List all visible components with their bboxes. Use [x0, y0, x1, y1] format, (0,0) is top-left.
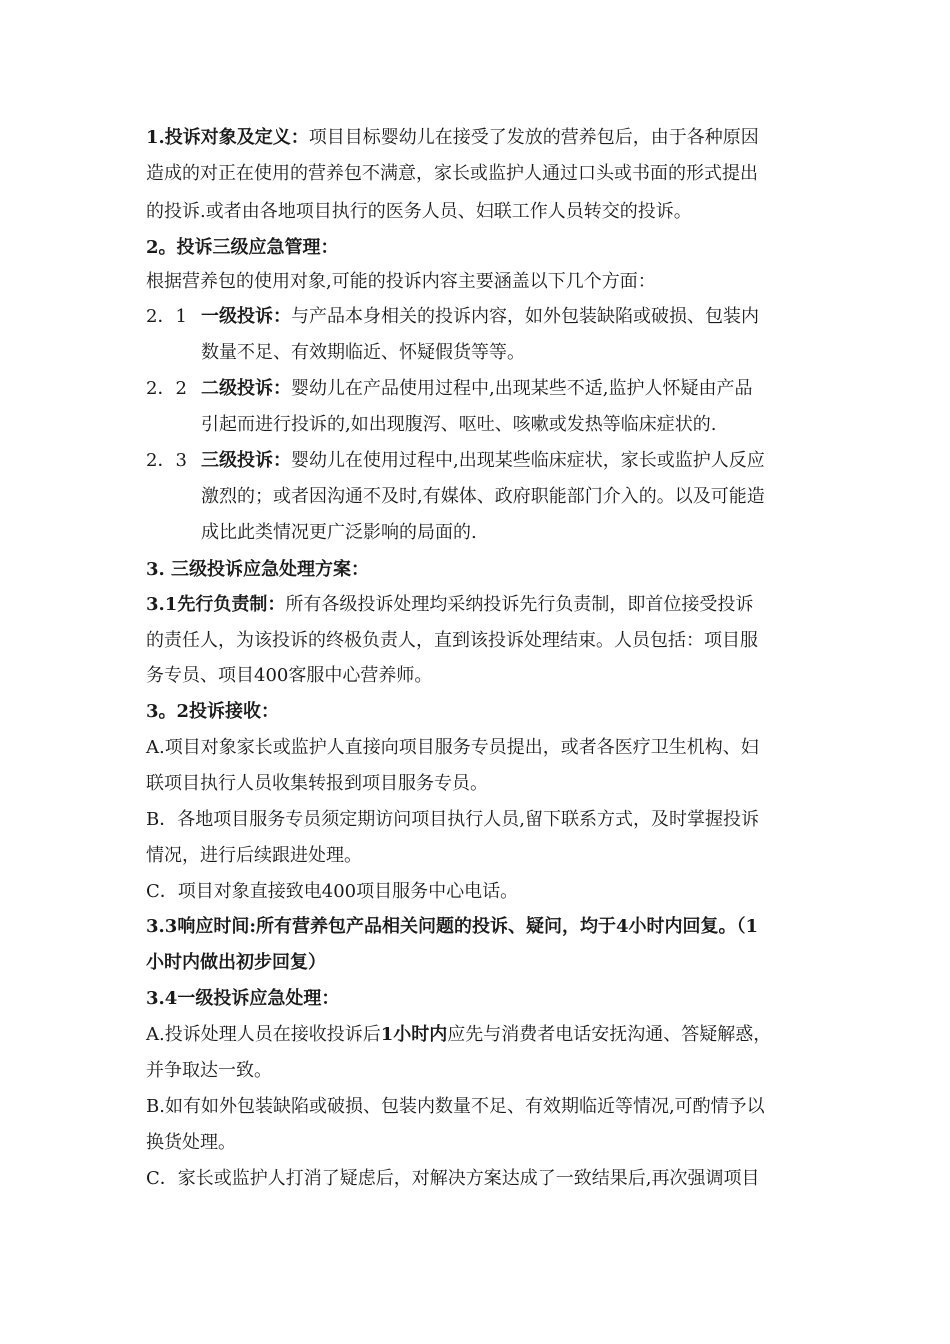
- s1-line-2: 造成的对正在使用的营养包不满意，家长或监护人通过口头或书面的形式提出: [146, 163, 758, 184]
- p32-title: 3。2投诉接收：: [146, 701, 280, 722]
- s2-item-2-cont: 引起而进行投诉的,如出现腹泻、呕吐、咳嗽或发热等临床症状的.: [201, 414, 717, 435]
- item-number: 2．3: [146, 450, 187, 471]
- p34-b-line-2: 换货处理。: [146, 1132, 236, 1153]
- p32-a-line-2: 联项目执行人员收集转报到项目服务专员。: [146, 773, 488, 794]
- item-number: 2．2: [146, 378, 187, 399]
- p34-a-bold: 1小时内: [380, 1024, 448, 1045]
- p34-a-line-2: 并争取达一致。: [146, 1060, 272, 1081]
- p34-a-post: 应先与消费者电话安抚沟通、答疑解惑，: [447, 1024, 772, 1045]
- item-title: 三级投诉：: [201, 450, 291, 471]
- p31-line-3: 务专员、项目400客服中心营养师。: [146, 665, 433, 686]
- item-title: 一级投诉：: [201, 306, 291, 327]
- p34-b-line-1: B.如有如外包装缺陷或破损、包装内数量不足、有效期临近等情况,可酌情予以: [146, 1096, 765, 1117]
- s1-line-1: [146, 126, 759, 150]
- s2-item-3-cont-2: 成比此类情况更广泛影响的局面的.: [201, 522, 477, 543]
- p33-line-2: 小时内做出初步回复）: [146, 952, 326, 973]
- s2-item-1-cont: 数量不足、有效期临近、怀疑假货等等。: [201, 342, 525, 363]
- item-title: 二级投诉：: [201, 378, 291, 399]
- s2-intro: 根据营养包的使用对象,可能的投诉内容主要涵盖以下几个方面：: [146, 271, 656, 292]
- p31-line-2: 的责任人，为该投诉的终极负责人，直到该投诉处理结束。人员包括：项目服: [146, 630, 758, 651]
- p32-c-line-1: C．项目对象直接致电400项目服务中心电话。: [146, 881, 519, 902]
- item-number: 2．1: [146, 306, 187, 327]
- p33-line-1: 3.3响应时间:所有营养包产品相关问题的投诉、疑问，均于4小时内回复。（1: [146, 916, 759, 937]
- s1-text: 项目目标婴幼儿在接受了发放的营养包后，由于各种原因: [308, 127, 759, 148]
- p34-title: 3.4一级投诉应急处理：: [146, 988, 340, 1009]
- s1-line-3: 的投诉.或者由各地项目执行的医务人员、妇联工作人员转交的投诉。: [146, 201, 692, 222]
- item-text: 婴幼儿在产品使用过程中,出现某些不适,监护人怀疑由产品: [291, 378, 753, 399]
- p34-a-pre: A.投诉处理人员在接收投诉后: [146, 1024, 381, 1045]
- p32-b-line-1: B．各地项目服务专员须定期访问项目执行人员,留下联系方式，及时掌握投诉: [146, 809, 759, 830]
- p31-text: 所有各级投诉处理均采纳投诉先行负责制，即首位接受投诉: [285, 594, 754, 615]
- item-text: 与产品本身相关的投诉内容，如外包装缺陷或破损、包装内: [291, 306, 759, 327]
- p34-a-line-1: [146, 1023, 771, 1047]
- p31-line-1: [146, 593, 753, 617]
- p34-c-line-1: C．家长或监护人打消了疑虑后，对解决方案达成了一致结果后,再次强调项目: [146, 1168, 760, 1189]
- p32-b-line-2: 情况，进行后续跟进处理。: [146, 845, 362, 866]
- s3-heading: 3. 三级投诉应急处理方案：: [146, 559, 370, 580]
- s2-item-1: [146, 305, 759, 329]
- s1-heading: 1.投诉对象及定义：: [146, 127, 309, 148]
- s2-item-2: [146, 377, 752, 401]
- s2-item-3: [146, 449, 765, 473]
- p31-title: 3.1先行负责制：: [146, 594, 286, 615]
- s2-heading: 2。投诉三级应急管理：: [146, 237, 339, 258]
- item-text: 婴幼儿在使用过程中,出现某些临床症状，家长或监护人反应: [291, 450, 765, 471]
- p32-a-line-1: A.项目对象家长或监护人直接向项目服务专员提出，或者各医疗卫生机构、妇: [146, 737, 759, 758]
- s2-item-3-cont-1: 激烈的；或者因沟通不及时,有媒体、政府职能部门介入的。以及可能造: [201, 486, 765, 507]
